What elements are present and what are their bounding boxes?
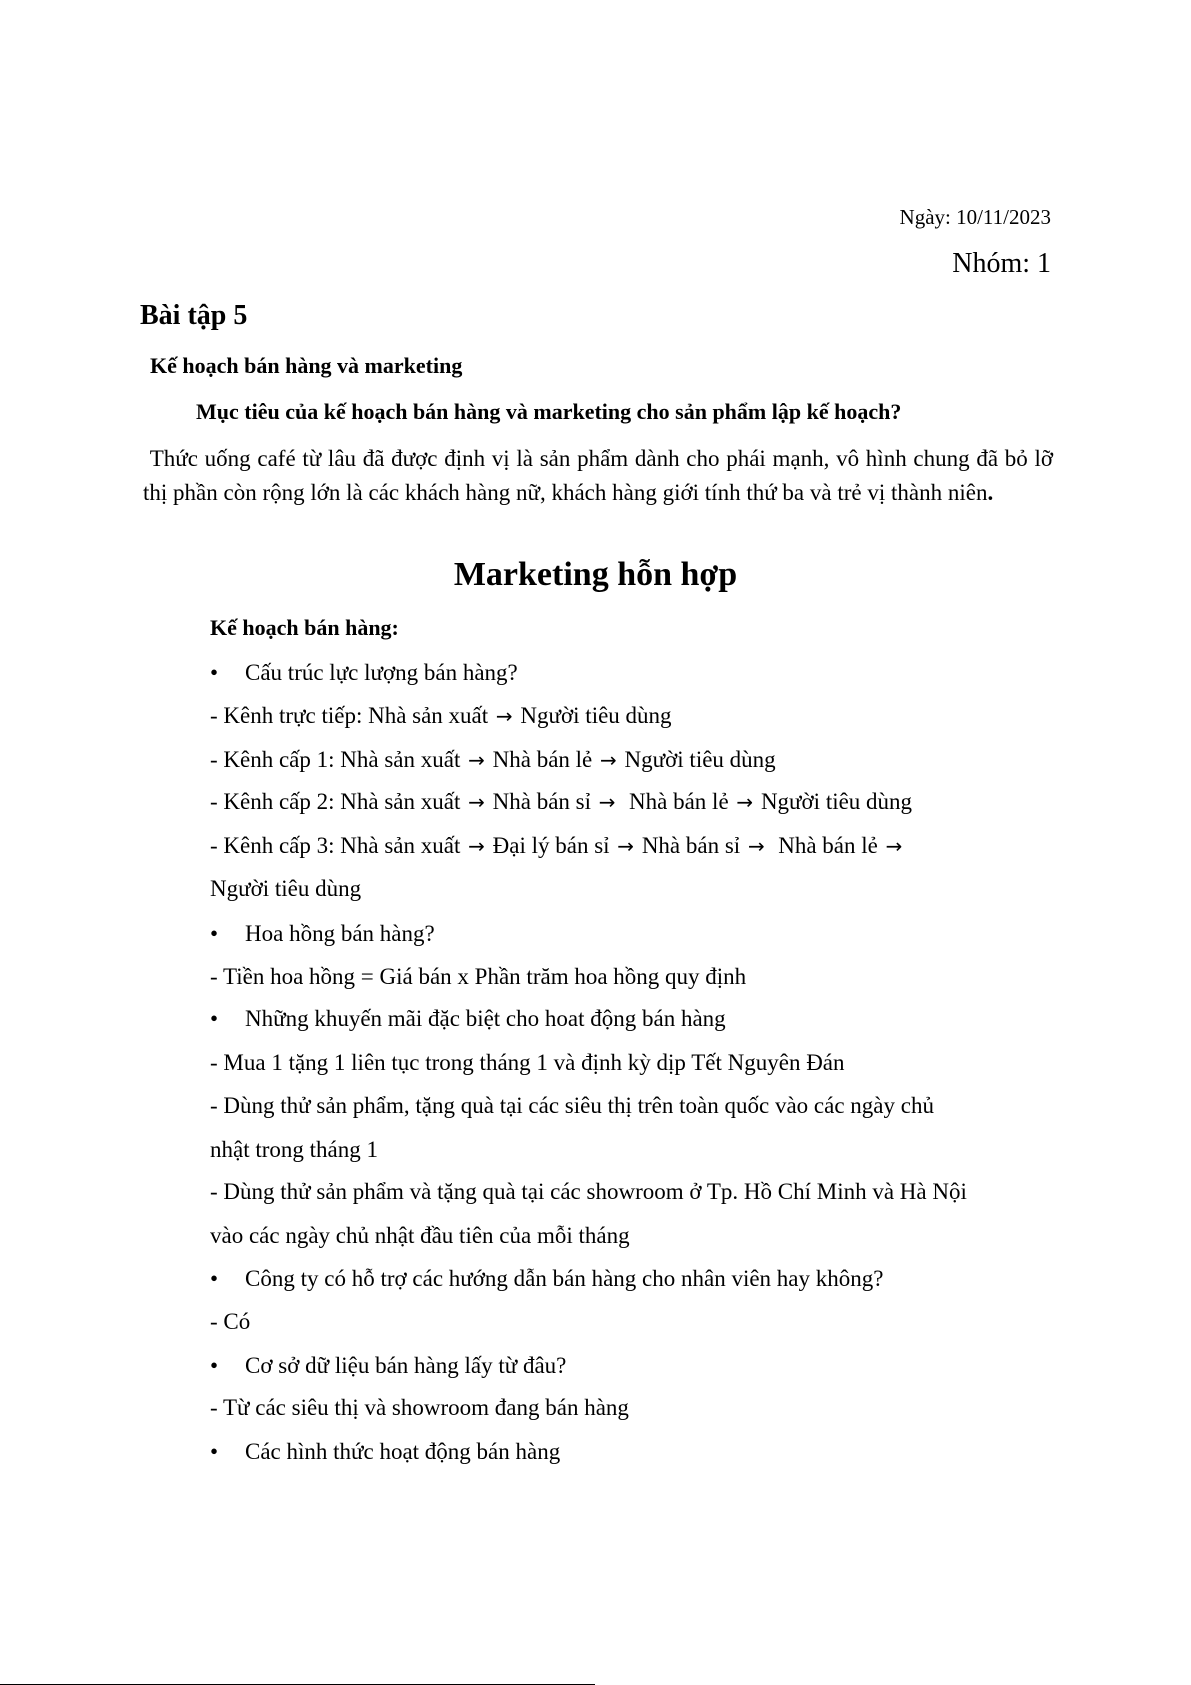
bullet-dot: • bbox=[210, 1006, 219, 1031]
arrow-icon: → bbox=[468, 748, 485, 772]
exercise-title: Bài tập 5 bbox=[140, 300, 248, 331]
arrow-icon: → bbox=[885, 834, 903, 858]
channel-level-3 bbox=[210, 833, 904, 859]
channel-direct bbox=[210, 703, 672, 729]
channel-text: Đại lý bán sỉ bbox=[492, 833, 610, 858]
exercise-subtitle: Kế hoạch bán hàng và marketing bbox=[150, 353, 463, 378]
arrow-icon: → bbox=[598, 790, 616, 814]
answer-line: - Từ các siêu thị và showroom đang bán hàng bbox=[210, 1395, 629, 1420]
channel-text: Nhà bán sỉ bbox=[492, 789, 592, 814]
channel-text: Người tiêu dùng bbox=[624, 747, 776, 772]
arrow-icon: → bbox=[600, 748, 617, 772]
bullet-dot: • bbox=[210, 1353, 219, 1378]
arrow-icon: → bbox=[747, 834, 765, 858]
promotion-line: - Mua 1 tặng 1 liên tục trong tháng 1 và định kỳ dịp Tết Nguyên Đán bbox=[210, 1050, 845, 1075]
promotion-line: - Dùng thử sản phẩm và tặng quà tại các showroom ở Tp. Hồ Chí Minh và Hà Nội bbox=[210, 1179, 967, 1204]
intro-end-mark: . bbox=[987, 480, 994, 505]
commission-formula: - Tiền hoa hồng = Giá bán x Phần trăm hoa hồng quy định bbox=[210, 964, 747, 989]
bullet-dot: • bbox=[210, 660, 219, 685]
intro-text: Thức uống café từ lâu đã được định vị là sản phẩm dành cho phái mạnh, vô hình chung đã bỏ lỡ thị phần còn rộng lớn là các khách hàng nữ, khách hàng giới tính thứ ba và trẻ vị thành niên bbox=[143, 446, 1054, 505]
channel-text: - Kênh cấp 3: Nhà sản xuất bbox=[210, 833, 461, 858]
sales-plan-heading: Kế hoạch bán hàng: bbox=[210, 615, 399, 640]
channel-text: Nhà bán lẻ bbox=[629, 789, 729, 814]
channel-text: - Kênh cấp 1: Nhà sản xuất bbox=[210, 747, 461, 772]
bullet-dot: • bbox=[210, 1266, 219, 1291]
channel-text: Nhà bán lẻ bbox=[492, 747, 593, 772]
channel-text: Nhà bán lẻ bbox=[778, 833, 878, 858]
arrow-icon: → bbox=[736, 790, 754, 814]
channel-text: Người tiêu dùng bbox=[760, 789, 913, 814]
bullet-text: Cấu trúc lực lượng bán hàng? bbox=[245, 660, 518, 685]
channel-level-2 bbox=[210, 789, 912, 815]
bullet-text: Hoa hồng bán hàng? bbox=[245, 921, 435, 946]
answer-line: - Có bbox=[210, 1309, 251, 1334]
channel-text: Người tiêu dùng bbox=[520, 703, 672, 728]
channel-level-1 bbox=[210, 747, 776, 773]
arrow-icon: → bbox=[468, 790, 485, 814]
promotion-line: nhật trong tháng 1 bbox=[210, 1137, 378, 1162]
bullet-dot: • bbox=[210, 1439, 219, 1464]
bullet-text: Các hình thức hoạt động bán hàng bbox=[245, 1439, 561, 1464]
arrow-icon: → bbox=[468, 834, 485, 858]
bullet-text: Công ty có hỗ trợ các hướng dẫn bán hàng cho nhân viên hay không? bbox=[245, 1266, 884, 1291]
channel-text: - Kênh cấp 2: Nhà sản xuất bbox=[210, 789, 461, 814]
bullet-text: Những khuyến mãi đặc biệt cho hoat động bán hàng bbox=[245, 1006, 726, 1031]
promotion-line: vào các ngày chủ nhật đầu tiên của mỗi tháng bbox=[210, 1223, 630, 1248]
group-number: Nhóm: 1 bbox=[952, 248, 1051, 279]
channel-level-3-continued: Người tiêu dùng bbox=[210, 876, 362, 901]
objective-question: Mục tiêu của kế hoạch bán hàng và marketing cho sản phẩm lập kế hoạch? bbox=[196, 399, 902, 424]
promotion-line: - Dùng thử sản phẩm, tặng quà tại các siêu thị trên toàn quốc vào các ngày chủ bbox=[210, 1093, 934, 1118]
arrow-icon: → bbox=[617, 834, 635, 858]
bullet-text: Cơ sở dữ liệu bán hàng lấy từ đâu? bbox=[245, 1353, 567, 1378]
document-date: Ngày: 10/11/2023 bbox=[899, 205, 1051, 229]
section-title: Marketing hỗn hợp bbox=[453, 556, 738, 593]
channel-text: - Kênh trực tiếp: Nhà sản xuất bbox=[210, 703, 489, 728]
channel-text: Nhà bán sỉ bbox=[641, 833, 741, 858]
arrow-icon: → bbox=[495, 704, 513, 728]
bullet-dot: • bbox=[210, 921, 219, 946]
intro-paragraph bbox=[143, 442, 1053, 510]
